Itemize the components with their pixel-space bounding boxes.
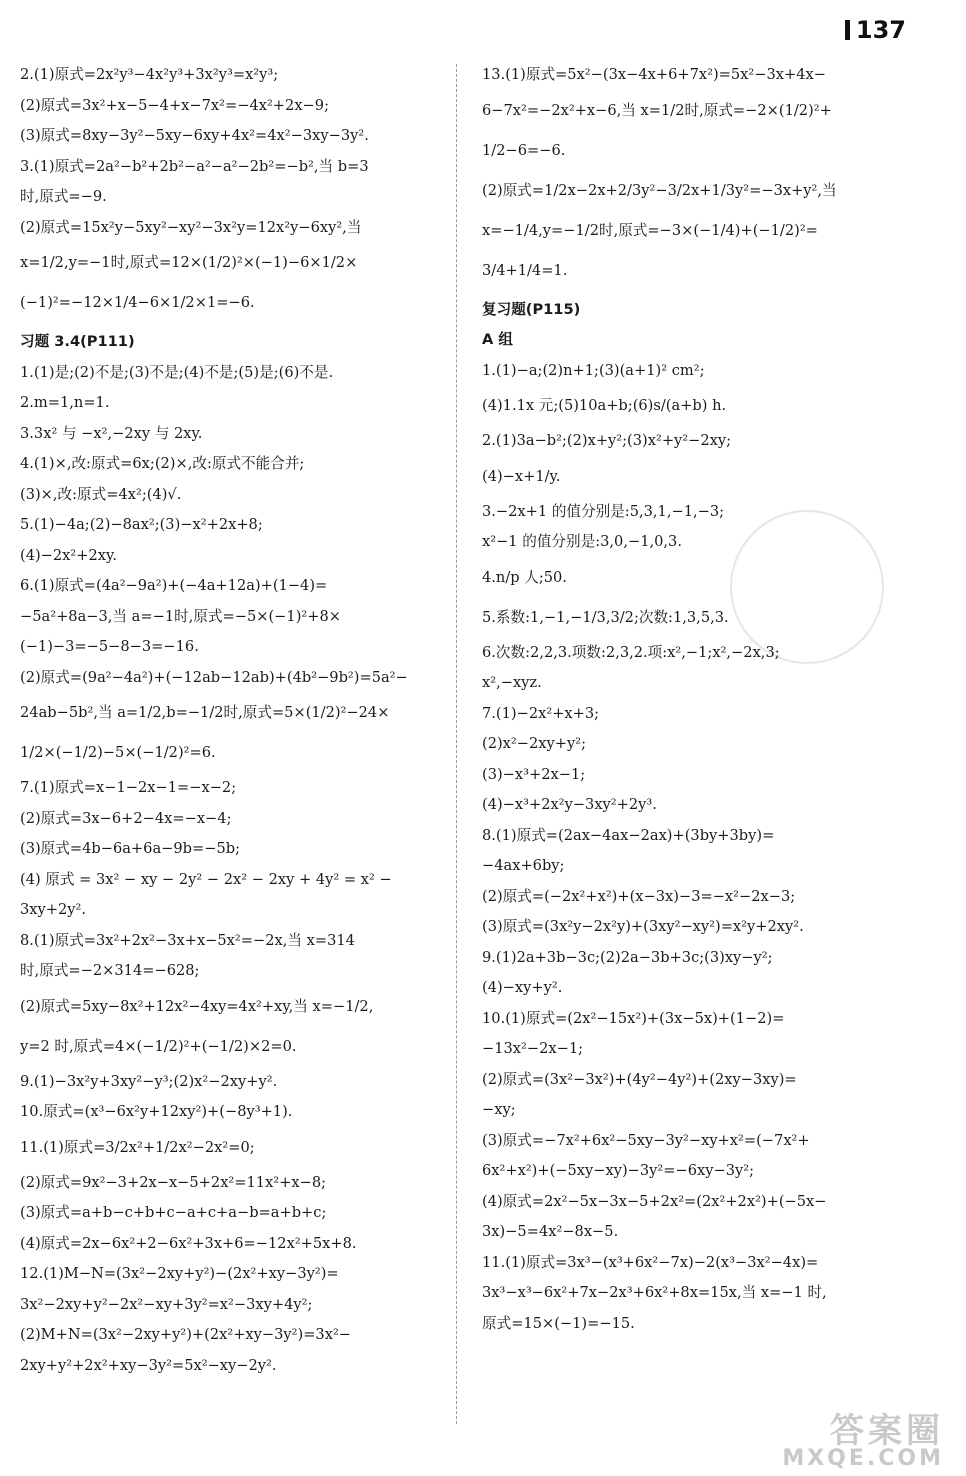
- answer-line: 5.系数:1,−1,−1/3,3/2;次数:1,3,5,3.: [482, 608, 729, 626]
- answer-line: x²−1 的值分别是:3,0,−1,0,3.: [482, 533, 682, 550]
- answer-line: (2)原式=1/2x−2x+2/3y²−3/2x+1/3y²=−3x+y²,当: [482, 181, 837, 199]
- answer-line: 2.(1)3a−b²;(2)x+y²;(3)x²+y²−2xy;: [482, 432, 732, 449]
- answer-line: (2)M+N=(3x²−2xy+y²)+(2x²+xy−3y²)=3x²−: [20, 1326, 352, 1343]
- answer-line: 原式=15×(−1)=−15.: [482, 1314, 635, 1332]
- page-number: 137: [845, 16, 906, 44]
- answer-line: 6.次数:2,2,3.项数:2,3,2.项:x²,−1;x²,−2x,3;: [482, 643, 780, 661]
- answer-line: 11.(1)原式=3/2x²+1/2x²−2x²=0;: [20, 1138, 255, 1156]
- answer-line: (4)原式=2x−6x²+2−6x²+3x+6=−12x²+5x+8.: [20, 1234, 357, 1252]
- answer-line: 12.(1)M−N=(3x²−2xy+y²)−(2x²+xy−3y²)=: [20, 1265, 339, 1282]
- answer-line: 1/2×(−1/2)−5×(−1/2)²=6.: [20, 744, 216, 761]
- left-column: [20, 60, 445, 1381]
- answer-line: 5.(1)−4a;(2)−8ax²;(3)−x²+2x+8;: [20, 516, 263, 533]
- answer-line: −13x²−2x−1;: [482, 1040, 584, 1057]
- answer-line: y=2 时,原式=4×(−1/2)²+(−1/2)×2=0.: [20, 1037, 297, 1055]
- answer-line: 6.(1)原式=(4a²−9a²)+(−4a+12a)+(1−4)=: [20, 577, 328, 594]
- answer-line: 7.(1)−2x²+x+3;: [482, 704, 600, 722]
- answer-line: 4.(1)×,改:原式=6x;(2)×,改:原式不能合并;: [20, 455, 305, 472]
- answer-line: 6−7x²=−2x²+x−6,当 x=1/2时,原式=−2×(1/2)²+: [482, 101, 832, 119]
- watermark-logo-text: 答案圈: [830, 1411, 944, 1451]
- answer-line: (2)x²−2xy+y²;: [482, 735, 586, 752]
- answer-line: 3.(1)原式=2a²−b²+2b²−a²−a²−2b²=−b²,当 b=3: [20, 157, 369, 175]
- answer-line: x=−1/4,y=−1/2时,原式=−3×(−1/4)+(−1/2)²=: [482, 221, 818, 239]
- answer-line: (3)原式=a+b−c+b+c−a+c+a−b=a+b+c;: [20, 1204, 327, 1221]
- answer-line: x=1/2,y=−1时,原式=12×(1/2)²×(−1)−6×1/2×: [20, 254, 358, 271]
- answer-line: (2)原式=(−2x²+x²)+(x−3x)−3=−x²−2x−3;: [482, 887, 796, 905]
- answer-line: 时,原式=−9.: [20, 188, 107, 205]
- answer-line: (4)−2x²+2xy.: [20, 546, 117, 564]
- answer-line: 2.m=1,n=1.: [20, 394, 110, 411]
- answer-line: 8.(1)原式=(2ax−4ax−2ax)+(3by+3by)=: [482, 826, 775, 844]
- answer-line: 8.(1)原式=3x²+2x²−3x+x−5x²=−2x,当 x=314: [20, 931, 355, 949]
- answer-line: (4)−x+1/y.: [482, 467, 561, 485]
- answer-line: (2)原式=(9a²−4a²)+(−12ab−12ab)+(4b²−9b²)=5a²−: [20, 668, 408, 686]
- answer-line: (3)×,改:原式=4x²;(4)√.: [20, 485, 182, 503]
- answer-line: 13.(1)原式=5x²−(3x−4x+6+7x²)=5x²−3x+4x−: [482, 66, 826, 83]
- answer-line: 3x³−x³−6x²+7x−2x³+6x²+8x=15x,当 x=−1 时,: [482, 1284, 827, 1301]
- answer-line: 10.(1)原式=(2x²−15x²)+(3x−5x)+(1−2)=: [482, 1009, 785, 1027]
- answer-line: 10.原式=(x³−6x²y+12xy²)+(−8y³+1).: [20, 1103, 293, 1120]
- answer-line: 6x²+x²)+(−5xy−xy)−3y²=−6xy−3y²;: [482, 1162, 755, 1179]
- answer-line: (4)1.1x 元;(5)10a+b;(6)s/(a+b) h.: [482, 397, 727, 414]
- answer-line: −5a²+8a−3,当 a=−1时,原式=−5×(−1)²+8×: [20, 607, 341, 625]
- site-watermark: [782, 1411, 944, 1471]
- answer-line: 1.(1)−a;(2)n+1;(3)(a+1)² cm²;: [482, 361, 705, 379]
- answer-line: (−1)−3=−5−8−3=−16.: [20, 638, 199, 655]
- answer-line: 9.(1)−3x²y+3xy²−y³;(2)x²−2xy+y².: [20, 1072, 278, 1090]
- answer-line: (4)原式=2x²−5x−3x−5+2x²=(2x²+2x²)+(−5x−: [482, 1192, 827, 1210]
- answer-line: 2xy+y²+2x²+xy−3y²=5x²−xy−2y².: [20, 1356, 277, 1374]
- answer-line: 3x)−5=4x²−8x−5.: [482, 1223, 619, 1240]
- answer-line: 3.−2x+1 的值分别是:5,3,1,−1,−3;: [482, 502, 725, 520]
- answer-line: 11.(1)原式=3x³−(x³+6x²−7x)−2(x³−3x²−4x)=: [482, 1253, 819, 1271]
- answer-line: 3x²−2xy+y²−2x²−xy+3y²=x²−3xy+4y²;: [20, 1295, 313, 1313]
- answer-line: (3)原式=(3x²y−2x²y)+(3xy²−xy²)=x²y+2xy².: [482, 918, 804, 935]
- answer-line: (2)原式=(3x²−3x²)+(4y²−4y²)+(2xy−3xy)=: [482, 1070, 797, 1088]
- answer-line: x²,−xyz.: [482, 674, 542, 691]
- answer-line: (2)原式=15x²y−5xy²−xy²−3x²y=12x²y−6xy²,当: [20, 218, 362, 236]
- page-number-bar-icon: [845, 20, 850, 40]
- answer-line: 时,原式=−2×314=−628;: [20, 962, 200, 979]
- answer-line: (4) 原式 = 3x² − xy − 2y² − 2x² − 2xy + 4y² = x² −: [20, 870, 392, 888]
- section-heading: 习题 3.4(P111): [20, 333, 135, 350]
- answer-line: 4.n/p 人;50.: [482, 568, 567, 586]
- section-heading: 复习题(P115): [482, 300, 581, 318]
- answer-line: (2)原式=5xy−8x²+12x²−4xy=4x²+xy,当 x=−1/2,: [20, 997, 374, 1015]
- column-divider: [456, 64, 457, 1424]
- answer-line: 7.(1)原式=x−1−2x−1=−x−2;: [20, 779, 237, 796]
- answer-line: 3.3x² 与 −x²,−2xy 与 2xy.: [20, 424, 203, 442]
- answer-line: (2)原式=3x−6+2−4x=−x−4;: [20, 809, 232, 827]
- answer-line: (4)−x³+2x²y−3xy²+2y³.: [482, 796, 657, 813]
- answer-line: 3/4+1/4=1.: [482, 261, 568, 279]
- answer-line: −4ax+6by;: [482, 857, 565, 874]
- answer-line: 3xy+2y².: [20, 901, 87, 918]
- answer-line: (2)原式=3x²+x−5−4+x−7x²=−4x²+2x−9;: [20, 96, 329, 114]
- answer-line: (−1)²=−12×1/4−6×1/2×1=−6.: [20, 294, 255, 311]
- group-heading: A 组: [482, 331, 513, 348]
- watermark-url: MXQE.COM: [782, 1446, 944, 1471]
- answer-line: 2.(1)原式=2x²y³−4x²y³+3x²y³=x²y³;: [20, 66, 279, 83]
- answer-line: (3)−x³+2x−1;: [482, 765, 586, 783]
- answer-line: 24ab−5b²,当 a=1/2,b=−1/2时,原式=5×(1/2)²−24×: [20, 704, 390, 721]
- answer-line: (2)原式=9x²−3+2x−x−5+2x²=11x²+x−8;: [20, 1173, 327, 1191]
- answer-line: 1/2−6=−6.: [482, 141, 566, 159]
- answer-line: 9.(1)2a+3b−3c;(2)2a−3b+3c;(3)xy−y²;: [482, 948, 773, 966]
- answer-line: (3)原式=−7x²+6x²−5xy−3y²−xy+x²=(−7x²+: [482, 1131, 810, 1149]
- right-column: [482, 60, 907, 1339]
- answer-line: (3)原式=8xy−3y²−5xy−6xy+4x²=4x²−3xy−3y².: [20, 127, 369, 144]
- answer-line: (3)原式=4b−6a+6a−9b=−5b;: [20, 840, 240, 857]
- answer-line: (4)−xy+y².: [482, 979, 563, 996]
- answer-line: −xy;: [482, 1101, 516, 1118]
- answer-line: 1.(1)是;(2)不是;(3)不是;(4)不是;(5)是;(6)不是.: [20, 363, 334, 381]
